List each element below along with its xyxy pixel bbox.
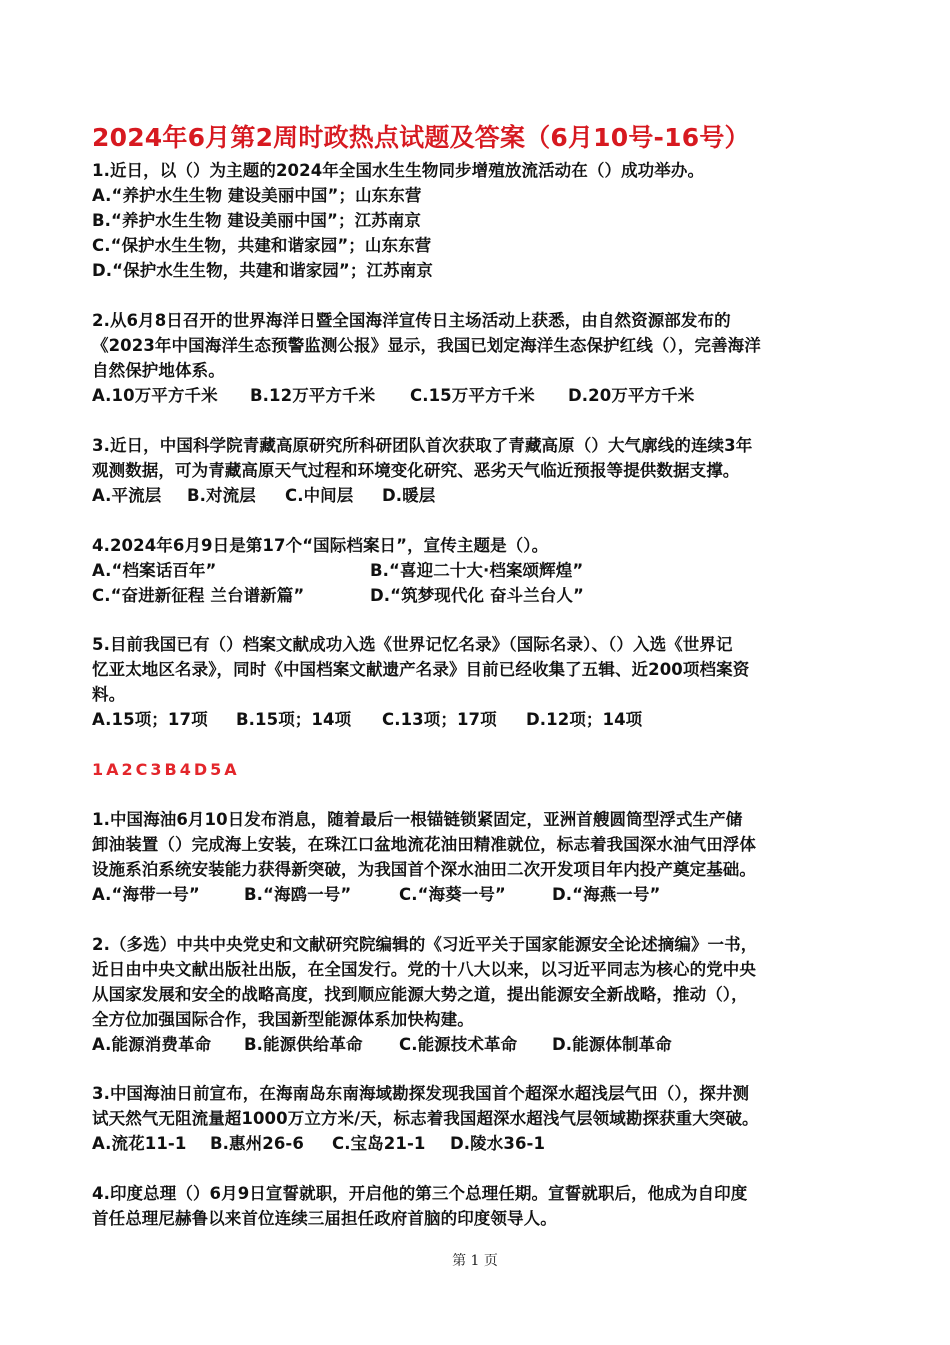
question-1	[92, 158, 872, 283]
option-c: C.能源技术革命	[399, 1035, 518, 1054]
option-b: B.“海鸥一号”	[244, 885, 352, 904]
question-stem: 1.中国海油6月10日发布消息，随着最后一根锚链锁紧固定，亚洲首艘圆筒型浮式生产储	[92, 810, 743, 829]
options-row	[92, 383, 872, 408]
question-stem: 4.印度总理（）6月9日宣誓就职，开启他的第三个总理任期。宣誓就职后，他成为自印度	[92, 1184, 748, 1203]
question-stem: 卸油装置（）完成海上安装，在珠江口盆地流花油田精准就位，标志着我国深水油气田浮体	[92, 835, 756, 854]
question-stem: 设施系泊系统安装能力获得新突破，为我国首个深水油田二次开发项目年内投产奠定基础。	[92, 860, 756, 879]
question-p2-3	[92, 1081, 872, 1156]
question-stem: 忆亚太地区名录》，同时《中国档案文献遗产名录》目前已经收集了五辑、近200项档案资	[92, 660, 750, 679]
option-b: B.对流层	[187, 486, 256, 505]
question-stem: 2.从6月8日召开的世界海洋日暨全国海洋宣传日主场活动上获悉，由自然资源部发布的	[92, 311, 731, 330]
option-c: C.“海葵一号”	[399, 885, 506, 904]
question-stem: 试天然气无阻流量超1000万立方米/天，标志着我国超深水超浅气层领域勘探获重大突破。	[92, 1109, 759, 1128]
question-3	[92, 433, 872, 508]
option-a: A.“海带一号”	[92, 885, 200, 904]
question-p2-2	[92, 932, 872, 1057]
option-d: D.暖层	[382, 486, 436, 505]
options-row	[92, 483, 872, 508]
option-d: D.12项；14项	[526, 710, 643, 729]
question-stem: 观测数据，可为青藏高原天气过程和环境变化研究、恶劣天气临近预报等提供数据支撑。	[92, 461, 740, 480]
option-a: A.10万平方千米	[92, 386, 218, 405]
question-p2-4	[92, 1181, 872, 1231]
option-d: D.“保护水生生物，共建和谐家园”；江苏南京	[92, 261, 433, 280]
option-c: C.13项；17项	[382, 710, 497, 729]
question-stem: 从国家发展和安全的战略高度，找到顺应能源大势之道，提出能源安全新战略，推动（），	[92, 985, 748, 1004]
options-row	[92, 558, 872, 583]
option-a: A.“养护水生生物 建设美丽中国”；山东东营	[92, 186, 422, 205]
option-b: B.“喜迎二十大·档案颂辉煌”	[370, 561, 584, 580]
question-p2-1	[92, 807, 872, 907]
option-d: D.“海燕一号”	[552, 885, 661, 904]
option-b: B.15项；14项	[236, 710, 352, 729]
options-row	[92, 1131, 872, 1156]
page-title: 2024年6月第2周时政热点试题及答案（6月10号-16号）	[92, 123, 750, 152]
options-row	[92, 583, 872, 608]
option-b: B.惠州26-6	[210, 1134, 304, 1153]
option-b: B.12万平方千米	[250, 386, 376, 405]
question-stem: 4.2024年6月9日是第17个“国际档案日”，宣传主题是（）。	[92, 536, 549, 555]
question-5	[92, 632, 872, 732]
option-c: C.宝岛21-1	[332, 1134, 426, 1153]
question-stem: 首任总理尼赫鲁以来首位连续三届担任政府首脑的印度领导人。	[92, 1209, 557, 1228]
option-c: C.“奋进新征程 兰台谱新篇”	[92, 586, 305, 605]
option-a: A.流花11-1	[92, 1134, 187, 1153]
option-a: A.平流层	[92, 486, 162, 505]
question-stem: 1.近日，以（）为主题的2024年全国水生生物同步增殖放流活动在（）成功举办。	[92, 161, 705, 180]
option-d: D.陵水36-1	[450, 1134, 546, 1153]
option-d: D.“筑梦现代化 奋斗兰台人”	[370, 586, 584, 605]
option-d: D.20万平方千米	[568, 386, 695, 405]
option-a: A.能源消费革命	[92, 1035, 212, 1054]
question-stem: 自然保护地体系。	[92, 361, 225, 380]
option-c: C.中间层	[285, 486, 354, 505]
answer-key: 1A2C3B4D5A	[92, 760, 240, 779]
options-row	[92, 882, 872, 907]
option-b: B.能源供给革命	[244, 1035, 363, 1054]
question-4	[92, 533, 872, 608]
question-2	[92, 308, 872, 408]
option-b: B.“养护水生生物 建设美丽中国”；江苏南京	[92, 211, 421, 230]
question-stem: 5.目前我国已有（）档案文献成功入选《世界记忆名录》（国际名录）、（）入选《世界记	[92, 635, 733, 654]
options-row	[92, 707, 872, 732]
question-stem: 料。	[92, 685, 126, 704]
question-stem: 3.中国海油日前宣布，在海南岛东南海域勘探发现我国首个超深水超浅层气田（），探井测	[92, 1084, 750, 1103]
question-stem: 2.（多选）中共中央党史和文献研究院编辑的《习近平关于国家能源安全论述摘编》一书，	[92, 935, 758, 954]
question-stem: 3.近日，中国科学院青藏高原研究所科研团队首次获取了青藏高原（）大气廓线的连续3年	[92, 436, 753, 455]
question-stem: 《2023年中国海洋生态预警监测公报》显示，我国已划定海洋生态保护红线（），完善海洋	[92, 336, 761, 355]
option-c: C.“保护水生生物，共建和谐家园”；山东东营	[92, 236, 432, 255]
question-stem: 近日由中央文献出版社出版，在全国发行。党的十八大以来，以习近平同志为核心的党中央	[92, 960, 756, 979]
question-stem: 全方位加强国际合作，我国新型能源体系加快构建。	[92, 1010, 474, 1029]
option-c: C.15万平方千米	[410, 386, 535, 405]
option-a: A.15项；17项	[92, 710, 208, 729]
option-d: D.能源体制革命	[552, 1035, 672, 1054]
page-number: 第 1 页	[452, 1253, 498, 1269]
option-a: A.“档案话百年”	[92, 561, 217, 580]
options-row	[92, 1032, 872, 1057]
